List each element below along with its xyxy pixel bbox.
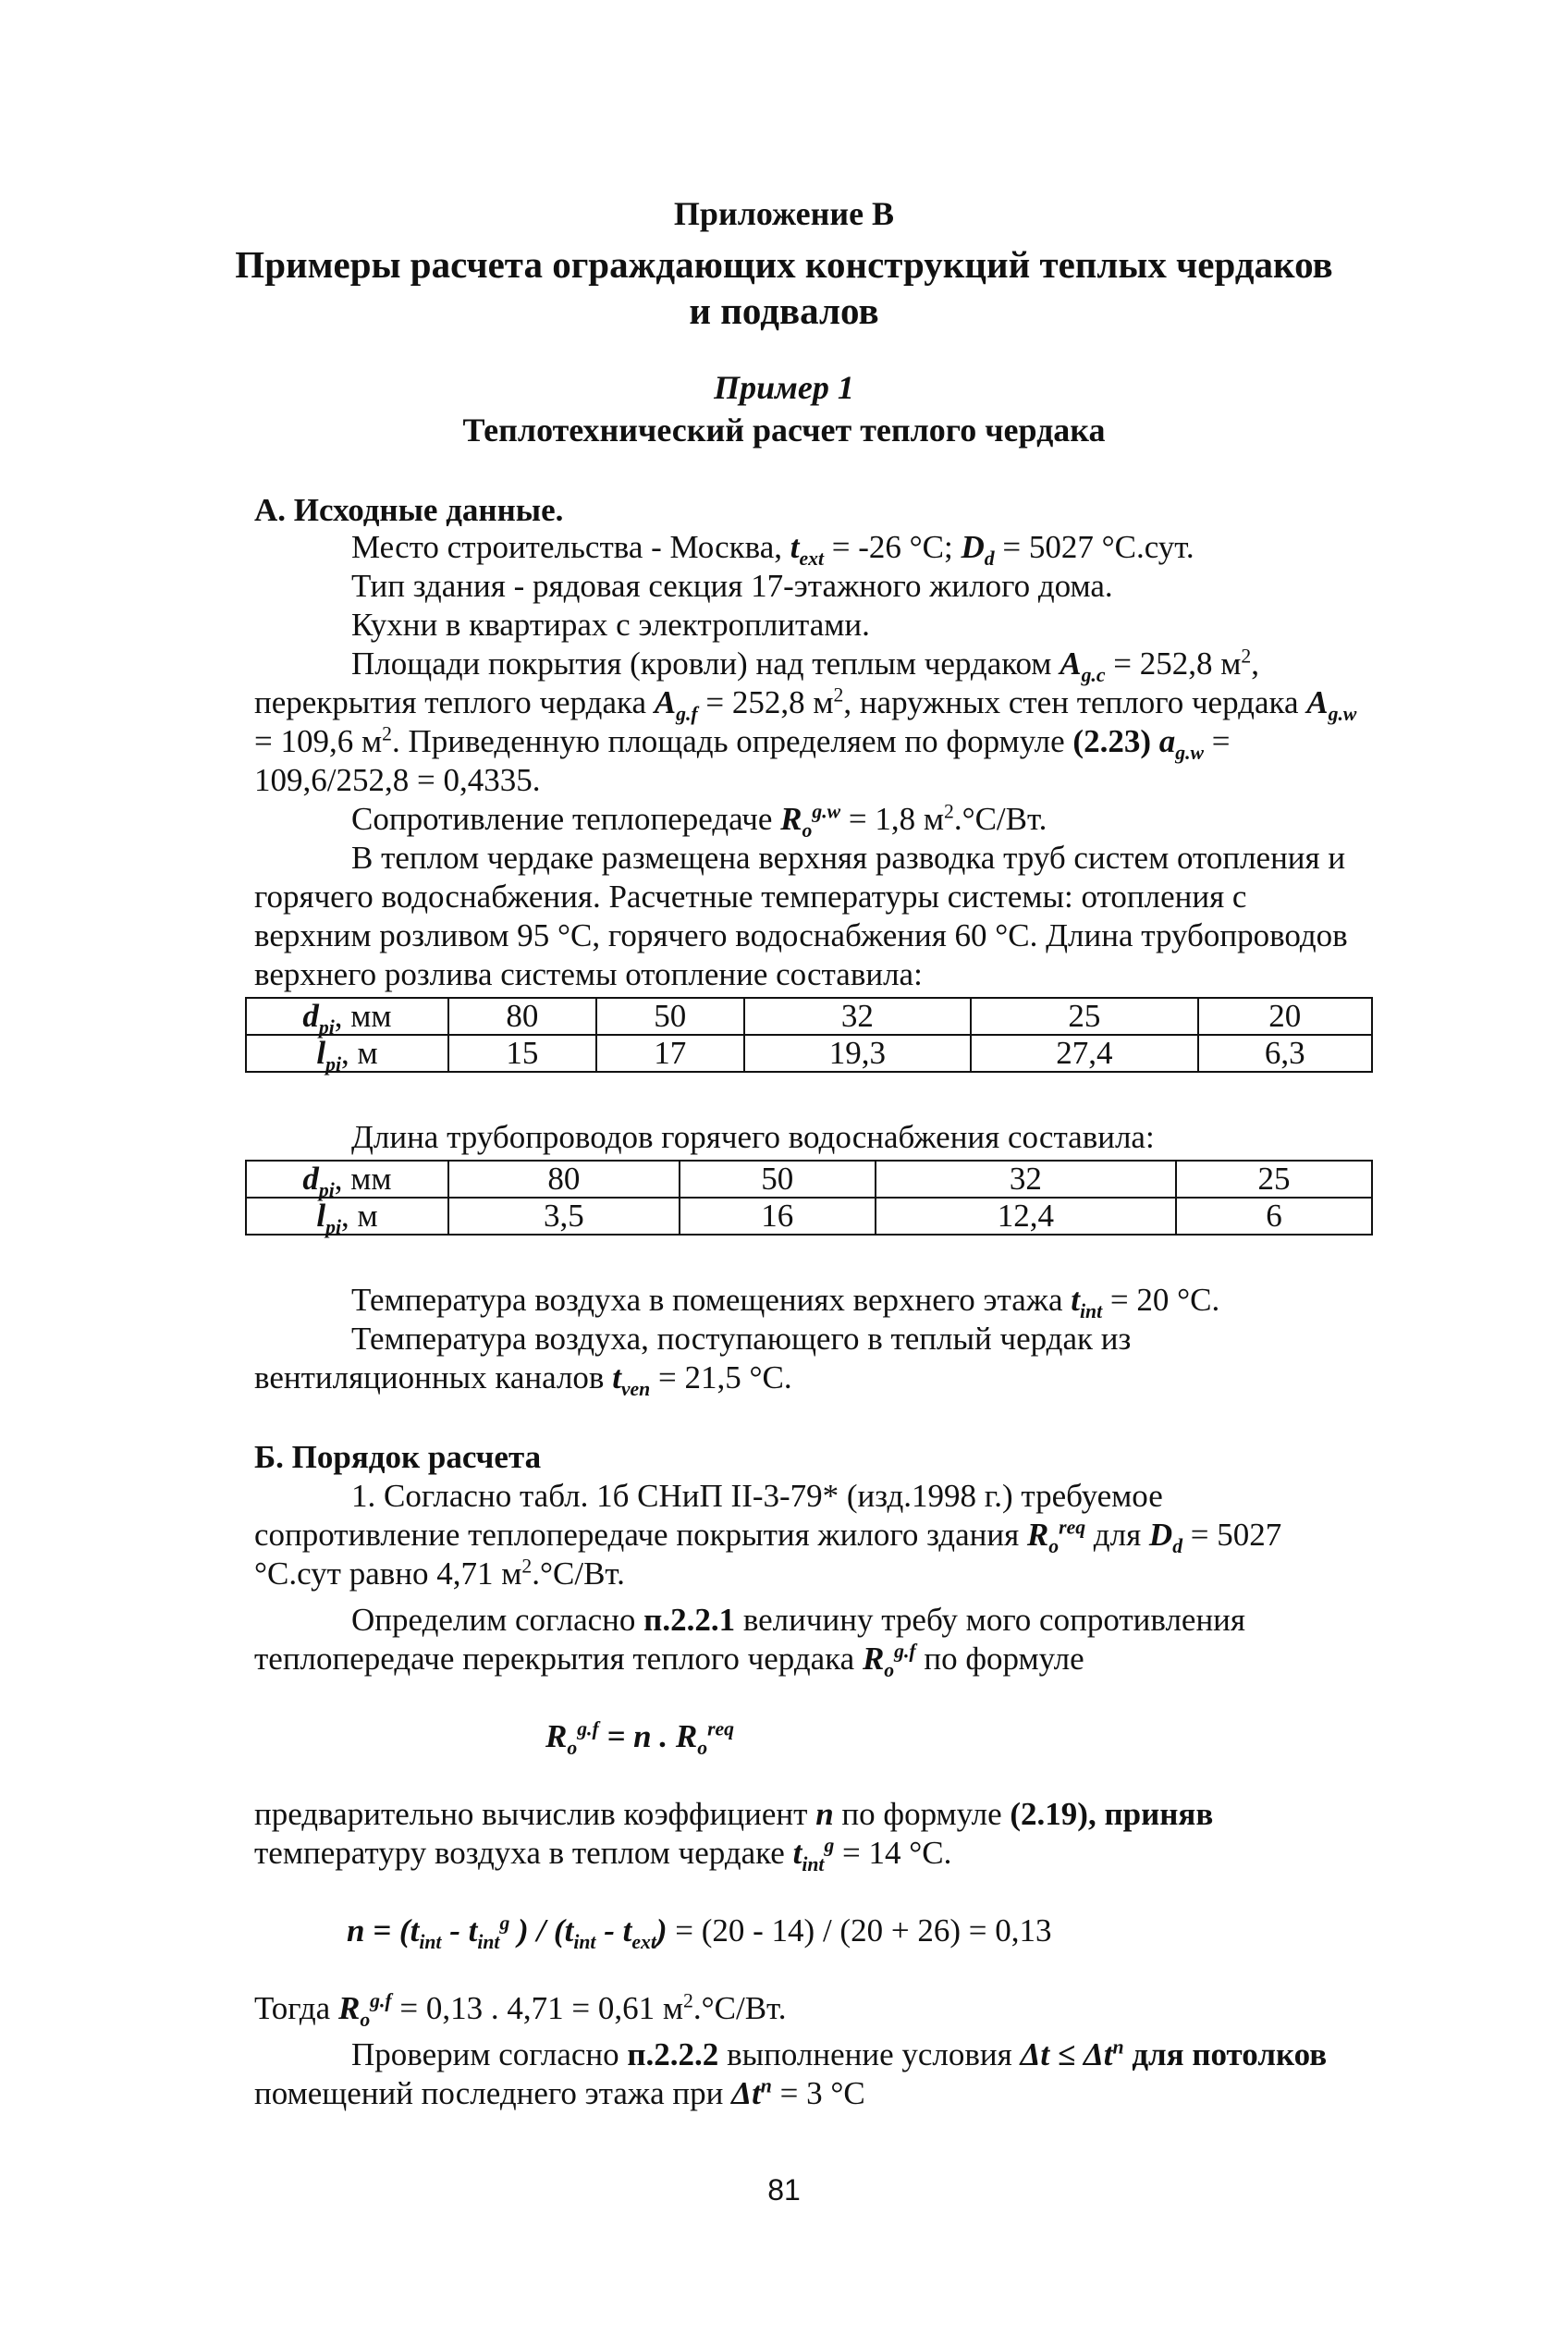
text-line: горячего водоснабжения. Расчетные температуры системы: отопления с <box>254 879 1247 915</box>
appendix-label: Приложение В <box>673 195 895 232</box>
text-line: Сопротивление теплопередаче $R_o^{g.w} = 1,8$ $м^2.^\circ С/Вт$. <box>351 800 1047 842</box>
text-line: Проверим согласно п.2.2.2 выполнение условия $\Delta t \le \Delta t^n$ для потолков <box>351 2035 1328 2072</box>
text-line: = 109,6 $м^2$. Приведенную площадь определяем по формуле (2.23) $a_{g.w}$ = <box>254 722 1231 764</box>
formula-n: $n = (t_{int} - t_{int}^g$ ) / $(t_{int} - t_{ext}) = (20 - 14) / (20 + 26) = 0,13$ <box>347 1912 1052 1953</box>
text-line: Место строительства - Москва, $t_{ext} = -26$ °С; $D_d = 5027$ °С.сут. <box>351 529 1194 570</box>
text-line: сопротивление теплопередаче покрытия жилого здания $R_o^{req}$ для $D_d = 5027$ <box>254 1516 1282 1557</box>
table-cell: 19,3 <box>744 1035 971 1072</box>
table-cell: 3,5 <box>448 1198 680 1235</box>
text-line: °С.сут равно 4,71 $м^2.^\circ С/Вт$. <box>254 1555 625 1592</box>
table-cell: 15 <box>448 1035 596 1072</box>
table-cell: 6 <box>1176 1198 1372 1235</box>
table-cell: 32 <box>744 998 971 1035</box>
row-label-diameter: $d_{pi}$, мм <box>246 998 448 1035</box>
table-cell: 50 <box>596 998 744 1035</box>
hot-water-pipes-table <box>245 1160 1373 1236</box>
table-row <box>246 998 1372 1035</box>
text-line: Температура воздуха, поступающего в теплый чердак из <box>351 1321 1132 1357</box>
table-cell: 25 <box>1176 1161 1372 1198</box>
text-line: Определим согласно п.2.2.1 величину требу мого сопротивления <box>351 1602 1246 1638</box>
text-line: Площади покрытия (кровли) над теплым чердаком $A_{g.c} = 252,8$ $м^2$, <box>351 645 1259 686</box>
text-line: В теплом чердаке размещена верхняя разводка труб систем отопления и <box>351 840 1346 876</box>
table-row <box>246 1198 1372 1235</box>
section-b-heading: Б. Порядок расчета <box>254 1439 542 1475</box>
text-line: верхним розливом 95 °С, горячего водоснабжения 60 °С. Длина трубопроводов <box>254 917 1348 953</box>
formula-r-gf: $R_o^{g.f} = n$ . $R_o^{req}$ <box>545 1717 734 1759</box>
text-line: верхнего розлива системы отопление составила: <box>254 956 923 992</box>
text-line: Тип здания - рядовая секция 17-этажного жилого дома. <box>351 568 1113 604</box>
table-cell: 80 <box>448 998 596 1035</box>
text-line: Температура воздуха в помещениях верхнего этажа $t_{int} = 20$ °С. <box>351 1282 1220 1322</box>
table-cell: 32 <box>876 1161 1176 1198</box>
table-row <box>246 1035 1372 1072</box>
row-label-length: $l_{pi}$, м <box>246 1035 448 1072</box>
text-line: Длина трубопроводов горячего водоснабжения составила: <box>351 1119 1155 1155</box>
section-a-heading: А. Исходные данные. <box>254 492 564 528</box>
text-line: 109,6/252,8 = 0,4335. <box>254 762 541 798</box>
page-title: Примеры расчета ограждающих конструкций теплых чердаков <box>235 243 1333 286</box>
table-cell: 25 <box>971 998 1197 1035</box>
table-cell: 80 <box>448 1161 680 1198</box>
table-row <box>246 1161 1372 1198</box>
text-line: помещений последнего этажа при $\Delta t^n = 3$ °С <box>254 2074 865 2111</box>
text-line: Кухни в квартирах с электроплитами. <box>351 607 870 643</box>
text-line: перекрытия теплого чердака $A_{g.f} = 252,8$ $м^2$, наружных стен теплого чердака $A_{g.w}$ <box>254 683 1357 725</box>
table-cell: 16 <box>680 1198 876 1235</box>
text-line: предварительно вычислив коэффициент n по формуле (2.19), приняв <box>254 1796 1214 1832</box>
page-title-cont: и подвалов <box>689 289 879 332</box>
table-cell: 12,4 <box>876 1198 1176 1235</box>
text-line: температуру воздуха в теплом чердаке $t_{int}^g = 14$ °С. <box>254 1834 952 1875</box>
table-cell: 50 <box>680 1161 876 1198</box>
text-line: 1. Согласно табл. 1б СНиП II-3-79* (изд.1998 г.) требуемое <box>351 1478 1163 1514</box>
row-label-diameter: $d_{pi}$, мм <box>246 1161 448 1198</box>
example-subtitle: Теплотехнический расчет теплого чердака <box>462 412 1106 449</box>
table-cell: 27,4 <box>971 1035 1197 1072</box>
text-line: теплопередаче перекрытия теплого чердака $R_o^{g.f}$ по формуле <box>254 1640 1084 1681</box>
heating-pipes-table <box>245 997 1373 1076</box>
table-cell: 20 <box>1198 998 1372 1035</box>
text-line: вентиляционных каналов $t_{ven} = 21,5$ °С. <box>254 1359 792 1400</box>
table-cell: 6,3 <box>1198 1035 1372 1072</box>
page-number: 81 <box>767 2173 801 2207</box>
text-line: Тогда $R_o^{g.f} = 0,13$ . 4,71 = 0,61 $м^2.^\circ С/Вт$. <box>254 1989 787 2031</box>
table-cell: 17 <box>596 1035 744 1072</box>
example-label: Пример 1 <box>714 369 854 406</box>
row-label-length: $l_{pi}$, м <box>246 1198 448 1235</box>
